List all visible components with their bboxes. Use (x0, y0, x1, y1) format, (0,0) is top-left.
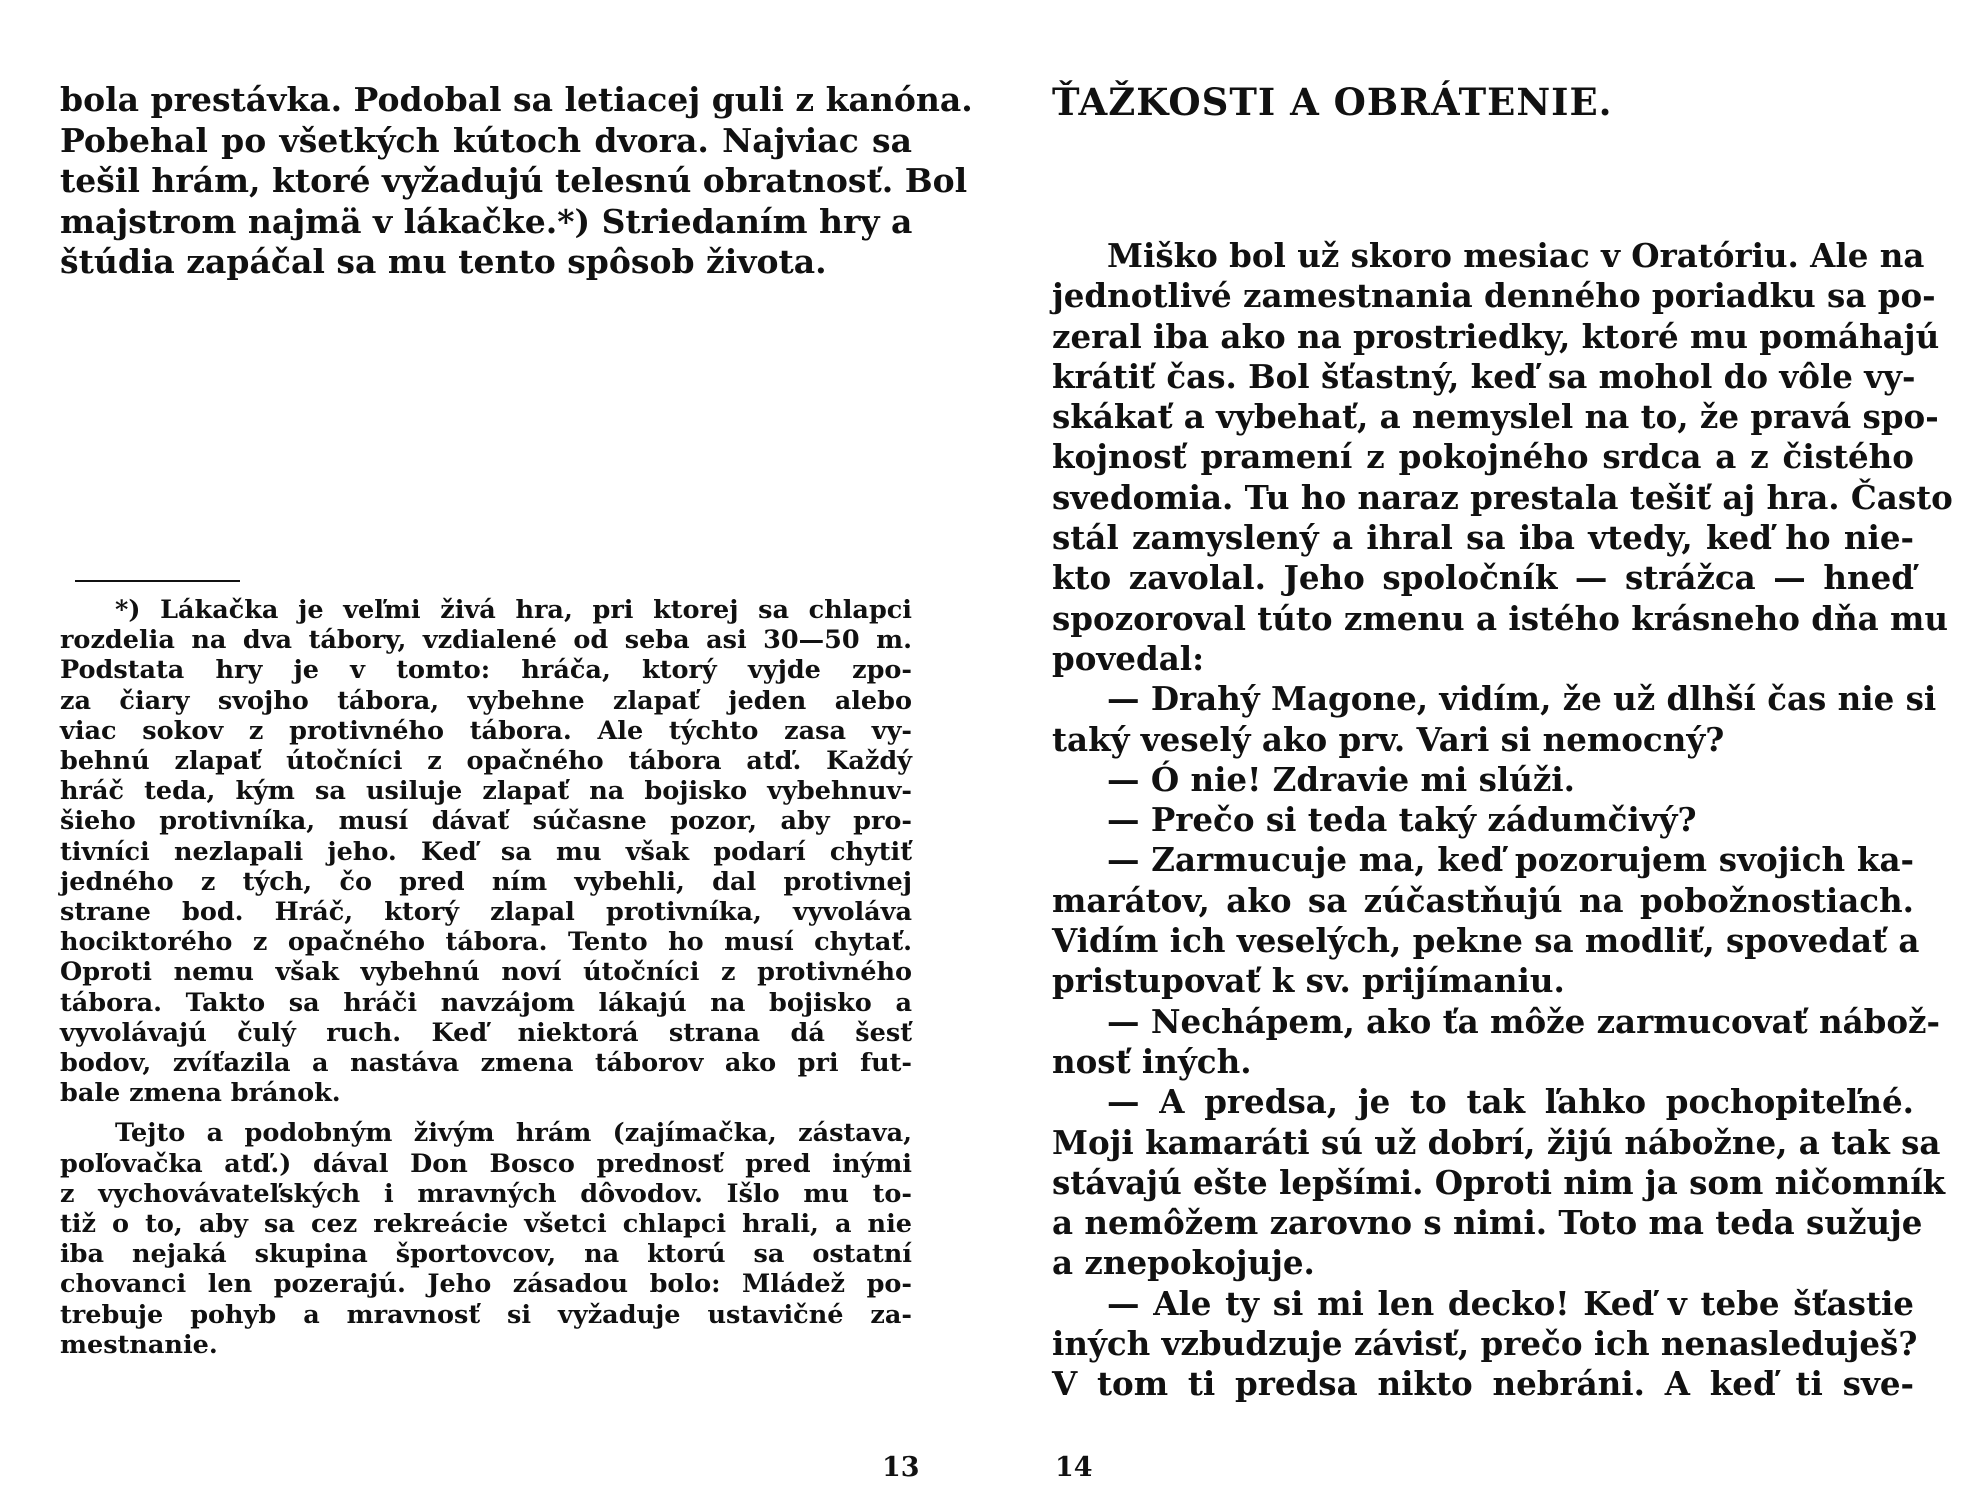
text-line: skákať a vybehať, a nemyslel na to, že pravá spo- (1052, 397, 1939, 437)
text-line: kto zavolal. Jeho spoločník — strážca — hneď (1052, 558, 1914, 598)
footnote-line: behnú zlapať útočníci z opačného tábora atď. Každý (60, 746, 912, 777)
footnote-line: poľovačka atď.) dával Don Bosco prednosť pred inými (60, 1148, 912, 1179)
text-line: kojnosť pramení z pokojného srdca a z čistého (1052, 437, 1914, 477)
left-page (60, 0, 973, 1500)
chapter-title: ŤAŽKOSTI A OBRÁTENIE. (1052, 80, 1613, 124)
footnote-line: Tejto a podobným živým hrám (zajímačka, zástava, (115, 1118, 912, 1149)
footnote-line: viac sokov z protivného tábora. Ale týchto zasa vy- (60, 715, 912, 746)
text-line: a znepokojuje. (1052, 1243, 1315, 1283)
text-line: krátiť čas. Bol šťastný, keď sa mohol do vôle vy- (1052, 356, 1916, 396)
text-line: — Ale ty si mi len decko! Keď v tebe šťastie (1107, 1283, 1914, 1323)
footnote (60, 595, 912, 1360)
text-line: a nemôžem zarovno s nimi. Toto ma teda sužuje (1052, 1203, 1923, 1243)
right-page (1052, 0, 1953, 1500)
text-line: jednotlivé zamestnania denného poriadku sa po- (1052, 276, 1936, 316)
footnote-line: strane bod. Hráč, ktorý zlapal protivníka, vyvoláva (60, 897, 912, 928)
footnote-line: z vychovávateľských i mravných dôvodov. Išlo mu to- (60, 1178, 912, 1209)
text-line: bola prestávka. Podobal sa letiacej guli z kanóna. (60, 80, 973, 119)
footnote-divider (75, 580, 240, 582)
text-line: — A predsa, je to tak ľahko pochopiteľné. (1107, 1082, 1914, 1122)
footnote-line: za čiary svojho tábora, vybehne zlapať jeden alebo (60, 685, 912, 716)
text-line: povedal: (1052, 638, 1205, 678)
text-line: zeral iba ako na prostriedky, ktoré mu pomáhajú (1052, 316, 1940, 356)
footnote-line: mestnanie. (60, 1329, 218, 1360)
text-line: pristupovať k sv. prijímaniu. (1052, 961, 1565, 1001)
footnote-line: trebuje pohyb a mravnosť si vyžaduje ustavičné za- (60, 1299, 912, 1330)
text-line: stál zamyslený a ihral sa iba vtedy, keď ho nie- (1052, 518, 1914, 558)
footnote-line: Oproti nemu však vybehnú noví útočníci z protivného (60, 957, 912, 988)
footnote-line: Podstata hry je v tomto: hráča, ktorý vyjde zpo- (60, 655, 912, 686)
text-line: — Ó nie! Zdravie mi slúži. (1107, 759, 1575, 799)
footnote-line: šieho protivníka, musí dávať súčasne pozor, aby pro- (60, 806, 912, 837)
text-line: svedomia. Tu ho naraz prestala tešiť aj hra. Často (1052, 477, 1953, 517)
footnote-line: bodov, zvíťazila a nastáva zmena táborov ako pri fut- (60, 1048, 912, 1079)
text-line: nosť iných. (1052, 1041, 1252, 1081)
text-line: Miško bol už skoro mesiac v Oratóriu. Ale na (1107, 236, 1925, 275)
text-line: Vidím ich veselých, pekne sa modliť, spovedať a (1052, 921, 1920, 961)
footnote-line: chovanci len pozerajú. Jeho zásadou bolo: Mládež po- (60, 1269, 912, 1300)
footnote-line: tábora. Takto sa hráči navzájom lákajú na bojisko a (60, 987, 912, 1018)
footnote-line: vyvolávajú čulý ruch. Keď niektorá strana dá šesť (60, 1017, 912, 1048)
text-line: — Nechápem, ako ťa môže zarmucovať nábož- (1107, 1001, 1940, 1041)
text-line: spozoroval túto zmenu a istého krásneho dňa mu (1052, 598, 1948, 638)
footnote-line: tivníci nezlapali jeho. Keď sa mu však podarí chytiť (60, 836, 912, 867)
text-line: — Prečo si teda taký zádumčivý? (1107, 800, 1697, 840)
text-line: marátov, ako sa zúčastňujú na pobožnostiach. (1052, 880, 1914, 920)
page-number: 13 (882, 1452, 920, 1483)
footnote-line: rozdelia na dva tábory, vzdialené od seba asi 30—50 m. (60, 625, 912, 656)
footnote-line: hociktorého z opačného tábora. Tento ho musí chytať. (60, 927, 912, 958)
footnote-line: hráč teda, kým sa usiluje zlapať na bojisko vybehnuv- (60, 776, 912, 807)
text-line: — Drahý Magone, vidím, že už dlhší čas nie si (1107, 679, 1937, 719)
footnote-line: tiž o to, aby sa cez rekreácie všetci chlapci hrali, a nie (60, 1209, 912, 1240)
text-line: Moji kamaráti sú už dobrí, žijú nábožne, a tak sa (1052, 1122, 1941, 1162)
left-body-text (60, 80, 973, 283)
text-line: Pobehal po všetkých kútoch dvora. Najviac sa (60, 120, 912, 160)
text-line: štúdia zapáčal sa mu tento spôsob života. (60, 242, 827, 281)
footnote-line: *) Lákačka je veľmi živá hra, pri ktorej sa chlapci (115, 595, 912, 625)
footnote-line: iba nejaká skupina športovcov, na ktorú sa ostatní (60, 1239, 912, 1270)
text-line: taký veselý ako prv. Vari si nemocný? (1052, 719, 1725, 759)
text-line: V tom ti predsa nikto nebráni. A keď ti sve- (1052, 1364, 1914, 1404)
text-line: tešil hrám, ktoré vyžadujú telesnú obratnosť. Bol (60, 161, 968, 200)
right-body-text (1052, 236, 1953, 1405)
footnote-line: bale zmena bránok. (60, 1078, 341, 1109)
text-line: stávajú ešte lepšími. Oproti nim ja som ničomník (1052, 1162, 1946, 1202)
text-line: majstrom najmä v lákačke.*) Striedaním hry a (60, 201, 913, 241)
footnote-line: jedného z tých, čo pred ním vybehli, dal protivnej (60, 866, 912, 897)
page-number: 14 (1055, 1452, 1093, 1483)
text-line: iných vzbudzuje závisť, prečo ich nenasleduješ? (1052, 1324, 1918, 1364)
text-line: — Zarmucuje ma, keď pozorujem svojich ka- (1107, 840, 1914, 880)
